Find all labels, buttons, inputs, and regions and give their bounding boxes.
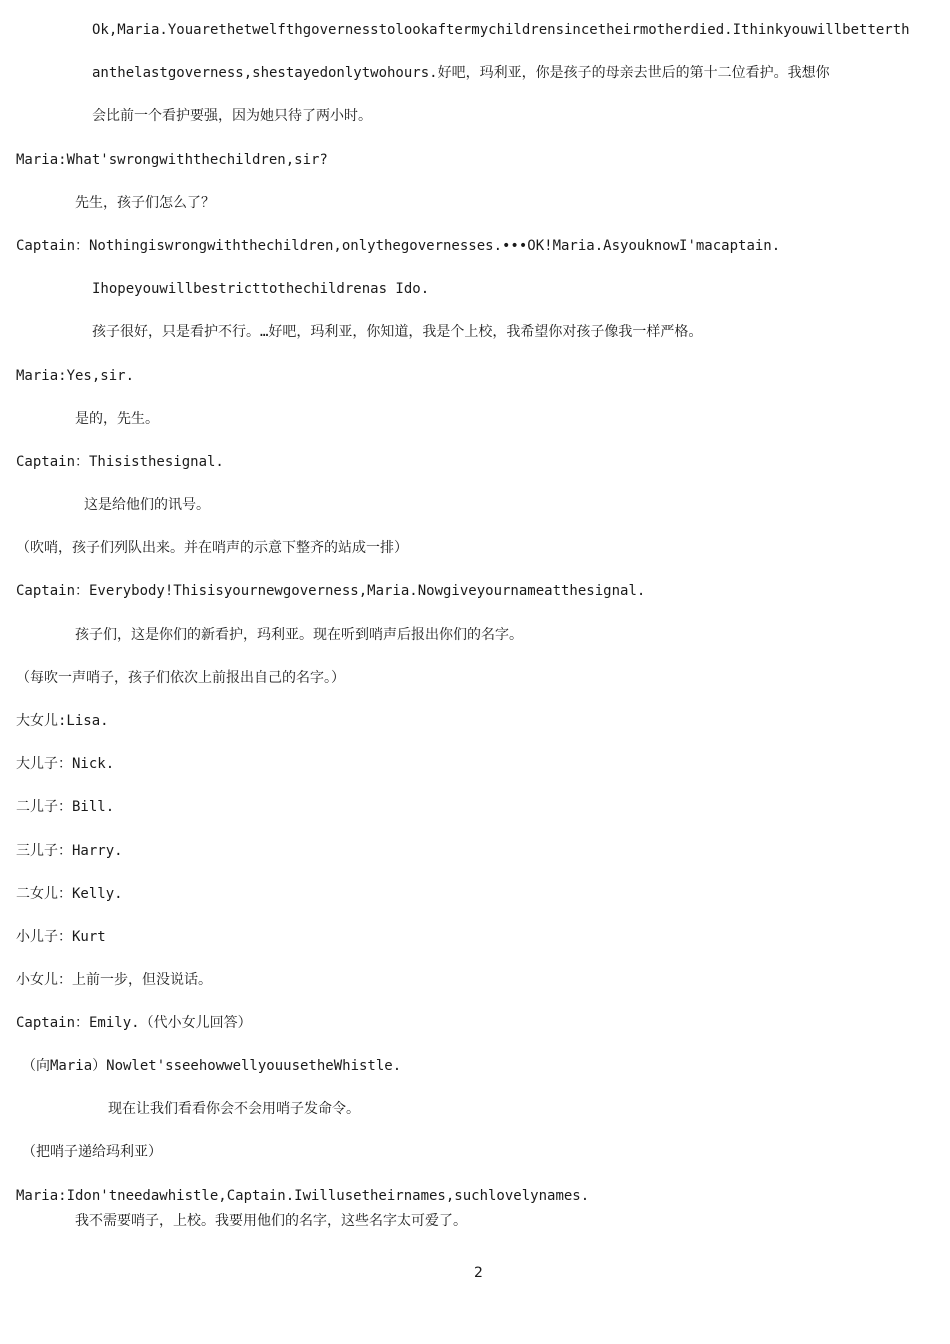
text-line: Ok,Maria.Youarethetwelfthgovernesstolookaftermychildrensincetheirmotherdied.Ithinkyouwillbetterth xyxy=(92,22,910,38)
text-line: 小儿子：Kurt xyxy=(16,929,106,945)
text-line: 会比前一个看护要强，因为她只待了两小时。 xyxy=(92,108,372,124)
text-line: Maria:What'swrongwiththechildren,sir? xyxy=(16,152,328,168)
text-line: （向Maria）Nowlet'sseehowwellyouusetheWhistle. xyxy=(22,1058,402,1074)
text-line: 大女儿:Lisa. xyxy=(16,713,109,729)
text-line: Ihopeyouwillbestricttothechildrenas Ido. xyxy=(92,281,430,297)
text-line: 二儿子：Bill. xyxy=(16,799,115,815)
text-line: Maria:Idon'tneedawhistle,Captain.Iwillusetheirnames,suchlovelynames. xyxy=(16,1188,590,1204)
text-line: 孩子们，这是你们的新看护，玛利亚。现在听到哨声后报出你们的名字。 xyxy=(75,627,523,643)
text-line: （每吹一声哨子，孩子们依次上前报出自己的名字。） xyxy=(16,670,345,686)
text-line: Captain：Nothingiswrongwiththechildren,onlythegovernesses.•••OK!Maria.AsyouknowI'macaptain. xyxy=(16,238,781,254)
text-line: 我不需要哨子，上校。我要用他们的名字，这些名字太可爱了。 xyxy=(75,1213,467,1229)
text-line: 二女儿：Kelly. xyxy=(16,886,123,902)
text-line: Captain：Emily.（代小女儿回答） xyxy=(16,1015,252,1031)
text-line: 孩子很好，只是看护不行。…好吧，玛利亚，你知道，我是个上校，我希望你对孩子像我一样严格。 xyxy=(92,324,703,340)
text-line: 三儿子：Harry. xyxy=(16,843,123,859)
text-line: Captain：Everybody!Thisisyournewgoverness,Maria.Nowgiveyournameatthesignal. xyxy=(16,583,646,599)
text-line: 这是给他们的讯号。 xyxy=(84,497,210,513)
text-line: 先生，孩子们怎么了？ xyxy=(75,195,215,211)
text-line: 现在让我们看看你会不会用哨子发命令。 xyxy=(108,1101,360,1117)
text-line: （把哨子递给玛利亚） xyxy=(22,1144,162,1160)
page-number: 2 xyxy=(474,1265,483,1281)
text-line: 小女儿：上前一步，但没说话。 xyxy=(16,972,212,988)
text-line: Maria:Yes,sir. xyxy=(16,368,135,384)
text-line: （吹哨，孩子们列队出来。并在哨声的示意下整齐的站成一排） xyxy=(16,540,408,556)
text-line: 是的，先生。 xyxy=(75,411,159,427)
text-line: 大儿子：Nick. xyxy=(16,756,115,772)
text-line: anthelastgoverness,shestayedonlytwohours.好吧，玛利亚，你是孩子的母亲去世后的第十二位看护。我想你 xyxy=(92,65,830,81)
text-line: Captain：Thisisthesignal. xyxy=(16,454,224,470)
